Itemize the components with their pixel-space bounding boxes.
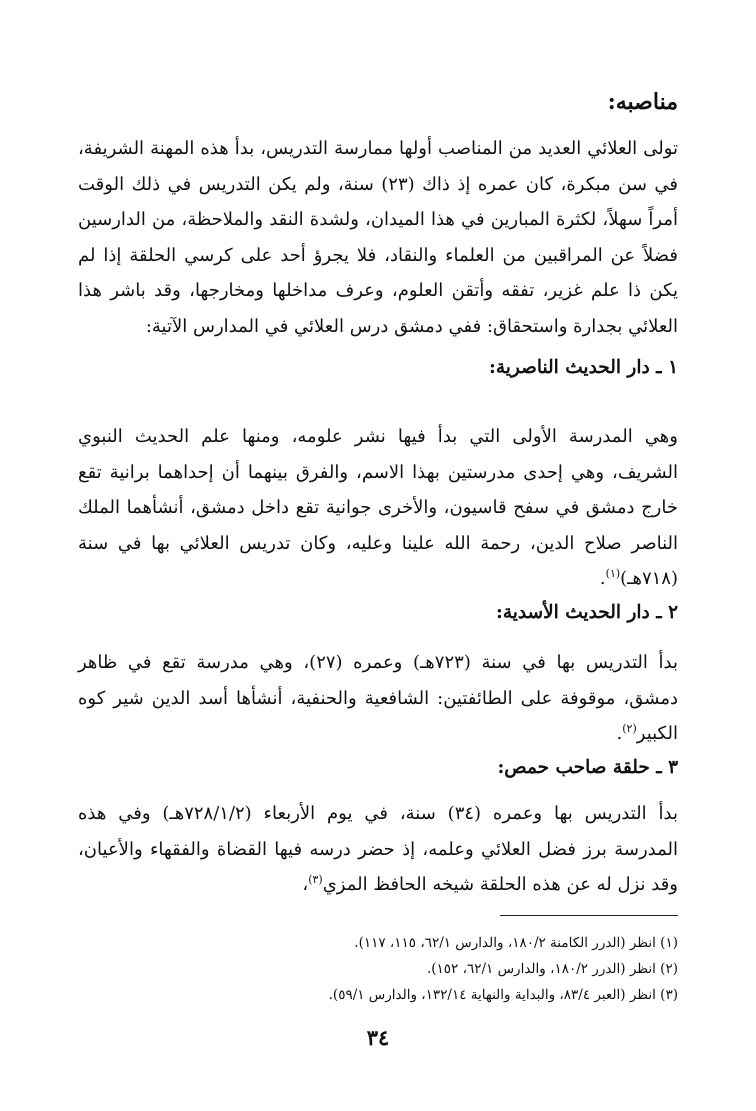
nasiriya-body: وهي المدرسة الأولى التي بدأ فيها نشر علومه، ومنها علم الحديث النبوي الشريف، وهي إحدى مدرستين بهذا الاسم، والفرق بينهما أن إحداهما برانية تقع خارج دمشق في سفح قاسيون، والأخرى جوانية تقع داخل دمشق، أنشأهما الملك الناصر صلاح الدين، رحمة الله علينا وعليه، وكان تدريس العلائي بها في سنة (٧١٨هـ) [78,426,678,589]
footnotes [78,930,678,1008]
hims-body: بدأ التدريس بها وعمره (٣٤) سنة، في يوم الأربعاء (٧٢٨/١/٢هـ) وفي هذه المدرسة برز فضل العلائي وعلمه، إذ حضر درسه فيها القضاة والفقهاء والأعيان، وقد نزل له عن هذه الحلقة شيخه الحافظ المزي [78,803,678,895]
footnote-separator [500,915,678,916]
footnote-ref-1: (١) [605,567,621,580]
asadiya-text [78,645,678,752]
subheading-asadiya [78,595,678,630]
intro-paragraph [78,131,678,344]
subheading-nasiriya [78,350,678,385]
footnote-ref-3: (٣) [308,873,323,886]
footnote-1: (١) انظر (الدرر الكامنة ١٨٠/٢، والدارس ٦٢/١، ١١٥، ١١٧). [354,935,678,951]
section-title: مناصبه: [607,89,678,115]
subheading-hims [78,750,678,785]
asadiya-body: بدأ التدريس بها في سنة (٧٢٣هـ) وعمره (٢٧)، وهي مدرسة تقع في ظاهر دمشق، موقوفة على الطائفتين: الشافعية والحنفية، أنشأها أسد الدين شير كوه الكبير [78,652,678,744]
subheading-hims-text: ٣ ـ حلقة صاحب حمص: [497,757,678,778]
footnote-2: (٢) انظر (الدرر ١٨٠/٢، والدارس ٦٢/١، ١٥٢). [426,961,678,977]
intro-text: تولى العلائي العديد من المناصب أولها ممارسة التدريس، بدأ هذه المهنة الشريفة، في سن مبكرة، كان عمره إذ ذاك (٢٣) سنة، ولم يكن التدريس في ذلك الوقت أمراً سهلاً، لكثرة المبارين في هذا الميدان، ولشدة النقد والملاحظة، من الدارسين فضلاً عن المراقبين من العلماء والنقاد، فلا يجرؤ أحد على كرسي الحلقة إذا لم يكن ذا علم غزير، تفقه وأتقن العلوم، وعرف مداخلها ومخارجها، وقد باشر هذا العلائي بجدارة واستحقاق: ففي دمشق درس العلائي في المدارس الآتية: [78,138,678,337]
nasiriya-text [78,419,678,597]
nasiriya-paragraph [78,419,678,597]
subheading-nasiriya-text: ١ ـ دار الحديث الناصرية: [489,357,678,378]
subheading-asadiya-text: ٢ ـ دار الحديث الأسدية: [496,602,678,623]
asadiya-end: . [616,723,623,744]
page-number: ٣٤ [366,1025,390,1050]
hims-end: ، [302,874,309,895]
nasiriya-end: . [599,568,606,589]
hims-text [78,796,678,903]
footnote-3: (٣) انظر (العبر ٨٣/٤، والبداية والنهاية ١٣٢/١٤، والدارس ٥٩/١). [328,987,678,1003]
hims-paragraph [78,796,678,903]
asadiya-paragraph [78,645,678,752]
footnote-ref-2: (٢) [622,722,637,735]
